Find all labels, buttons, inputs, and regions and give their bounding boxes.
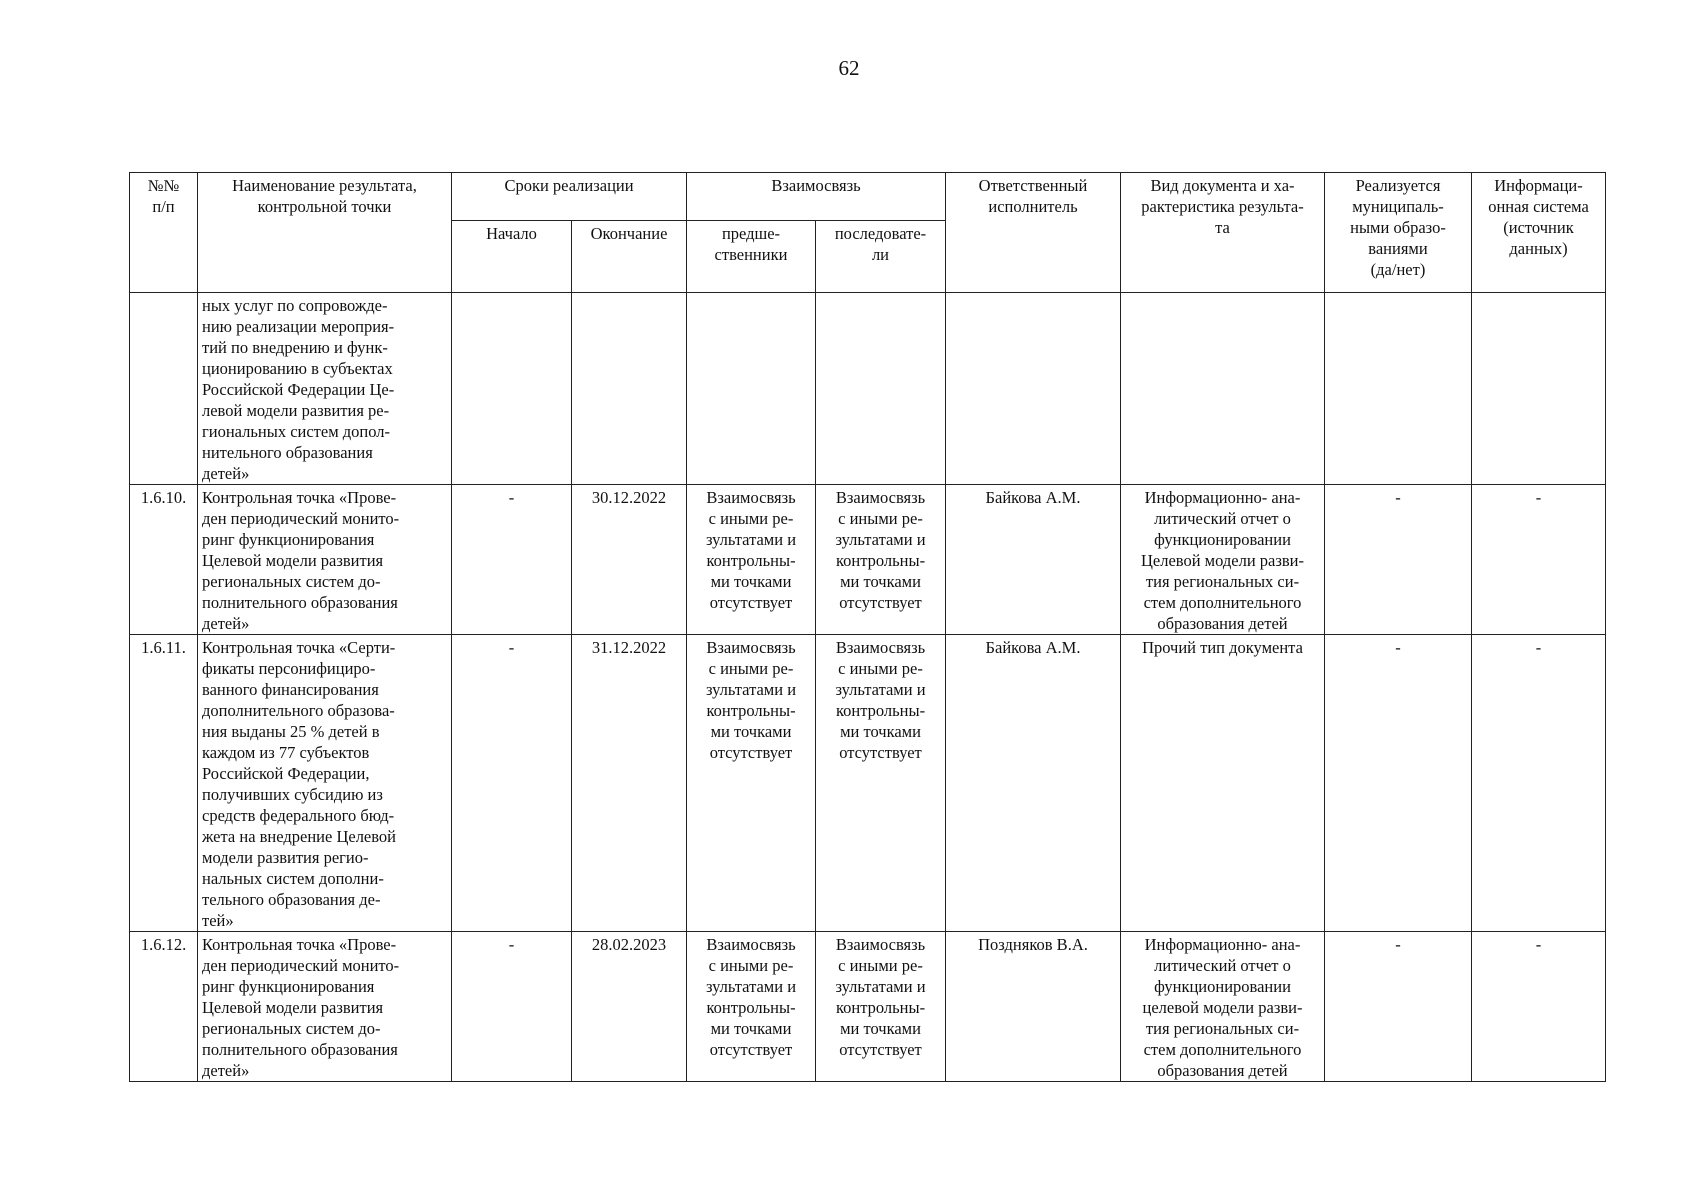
text-line: Взаимосвязь	[706, 638, 796, 657]
text-line: тей»	[202, 911, 234, 930]
text-line: образования детей	[1157, 614, 1288, 633]
text-line: Целевой модели развития	[202, 551, 384, 570]
text-line: полнительного образования	[202, 593, 398, 612]
text-line: ми точками	[710, 1019, 792, 1038]
text-line: ринг функционирования	[202, 977, 375, 996]
header-num	[130, 173, 198, 293]
cell-predecessors	[687, 293, 816, 485]
text-line: ваниями	[1368, 239, 1428, 258]
cell-doc-type	[1121, 485, 1325, 635]
control-points-table	[129, 172, 1606, 1082]
cell-predecessors	[687, 932, 816, 1082]
text-line: (да/нет)	[1370, 260, 1426, 279]
text-line: с иными ре-	[838, 509, 923, 528]
text-line: Реализуется	[1355, 176, 1441, 195]
header-end: Окончание	[572, 221, 687, 293]
text-line: нальных систем дополни-	[202, 869, 384, 888]
text-line: детей»	[202, 1061, 250, 1080]
cell-municipal: -	[1325, 932, 1472, 1082]
text-line: зультатами и	[705, 530, 797, 549]
header-predecessors	[687, 221, 816, 293]
text-line: получивших субсидию из	[202, 785, 383, 804]
text-line: контрольны-	[706, 998, 796, 1017]
text-line: ми точками	[710, 572, 792, 591]
cell-info-system: -	[1472, 635, 1606, 932]
cell-info-system	[1472, 293, 1606, 485]
text-line: Контрольная точка «Серти-	[202, 638, 396, 657]
text-line: Взаимосвязь	[706, 488, 796, 507]
table-row	[130, 293, 1606, 485]
header-info-system	[1472, 173, 1606, 293]
cell-municipal: -	[1325, 485, 1472, 635]
text-line: Целевой модели разви-	[1140, 551, 1304, 570]
text-line: Российской Федерации Це-	[202, 380, 395, 399]
text-line: контрольны-	[835, 998, 926, 1017]
text-line: гиональных систем допол-	[202, 422, 391, 441]
text-line: модели развития регио-	[202, 848, 369, 867]
cell-predecessors	[687, 485, 816, 635]
cell-num: 1.6.11.	[130, 635, 198, 932]
text-line: Взаимосвязь	[706, 935, 796, 954]
text-line: Информационно- ана-	[1144, 935, 1301, 954]
cell-doc-type	[1121, 635, 1325, 932]
cell-successors	[816, 293, 946, 485]
cell-name	[198, 635, 452, 932]
cell-doc-type	[1121, 293, 1325, 485]
header-responsible	[946, 173, 1121, 293]
cell-name	[198, 485, 452, 635]
cell-start: -	[452, 635, 572, 932]
cell-num	[130, 293, 198, 485]
table-header	[130, 173, 1606, 293]
text-line: жета на внедрение Целевой	[202, 827, 397, 846]
text-line: последовате-	[834, 224, 927, 243]
header-relation: Взаимосвязь	[687, 173, 946, 221]
text-line: левой модели развития ре-	[202, 401, 390, 420]
text-line: контрольны-	[835, 551, 926, 570]
text-line: каждом из 77 субъектов	[202, 743, 370, 762]
text-line: п/п	[152, 197, 175, 216]
text-line: детей»	[202, 614, 250, 633]
text-line: Контрольная точка «Прове-	[202, 935, 397, 954]
text-line: контрольны-	[835, 701, 926, 720]
header-start: Начало	[452, 221, 572, 293]
page-number: 62	[838, 56, 860, 80]
text-line: Информаци-	[1494, 176, 1583, 195]
text-line: региональных систем до-	[202, 1019, 381, 1038]
text-line: ния выданы 25 % детей в	[202, 722, 380, 741]
text-line: литический отчет о	[1154, 509, 1291, 528]
cell-doc-type	[1121, 932, 1325, 1082]
text-line: предше-	[721, 224, 781, 243]
text-line: рактеристика результа-	[1141, 197, 1304, 216]
text-line: с иными ре-	[708, 509, 794, 528]
text-line: ными образо-	[1350, 218, 1446, 237]
text-line: зультатами и	[835, 977, 926, 996]
text-line: Контрольная точка «Прове-	[202, 488, 397, 507]
text-line: та	[1215, 218, 1230, 237]
text-line: ли	[871, 245, 890, 264]
cell-municipal	[1325, 293, 1472, 485]
text-line: зультатами и	[835, 680, 926, 699]
text-line: целевой модели разви-	[1142, 998, 1303, 1017]
text-line: функционировании	[1154, 977, 1291, 996]
text-line: зультатами и	[835, 530, 926, 549]
text-line: Информационно- ана-	[1144, 488, 1301, 507]
cell-start	[452, 293, 572, 485]
header-terms: Сроки реализации	[452, 173, 687, 221]
cell-responsible	[946, 293, 1121, 485]
text-line: литический отчет о	[1154, 956, 1291, 975]
text-line: функционировании	[1154, 530, 1291, 549]
cell-num: 1.6.10.	[130, 485, 198, 635]
cell-name	[198, 293, 452, 485]
text-line: нию реализации мероприя-	[202, 317, 395, 336]
header-municipal	[1325, 173, 1472, 293]
text-line: контрольны-	[706, 551, 796, 570]
cell-end: 31.12.2022	[572, 635, 687, 932]
text-line: с иными ре-	[838, 956, 923, 975]
text-line: стем дополнительного	[1143, 593, 1302, 612]
text-line: ционированию в субъектах	[202, 359, 393, 378]
text-line: Ответственный	[978, 176, 1088, 195]
text-line: ми точками	[710, 722, 792, 741]
table-row	[130, 932, 1606, 1082]
text-line: онная система	[1488, 197, 1589, 216]
cell-responsible: Поздняков В.А.	[946, 932, 1121, 1082]
text-line: контрольной точки	[257, 197, 392, 216]
cell-end: 30.12.2022	[572, 485, 687, 635]
text-line: Прочий тип документа	[1142, 638, 1303, 657]
text-line: Взаимосвязь	[835, 638, 926, 657]
text-line: (источник	[1503, 218, 1574, 237]
text-line: ственники	[714, 245, 788, 264]
text-line: Наименование результата,	[232, 176, 417, 195]
text-line: ми точками	[840, 1019, 921, 1038]
text-line: тельного образования де-	[202, 890, 381, 909]
cell-start: -	[452, 932, 572, 1082]
text-line: данных)	[1509, 239, 1568, 258]
text-line: средств федерального бюд-	[202, 806, 395, 825]
text-line: отсутствует	[839, 743, 922, 762]
text-line: с иными ре-	[838, 659, 923, 678]
text-line: Взаимосвязь	[835, 488, 926, 507]
text-line: зультатами и	[705, 680, 797, 699]
text-line: ден периодический монито-	[202, 509, 400, 528]
cell-responsible: Байкова А.М.	[946, 485, 1121, 635]
cell-municipal: -	[1325, 635, 1472, 932]
text-line: исполнитель	[988, 197, 1078, 216]
text-line: Взаимосвязь	[835, 935, 926, 954]
text-line: ринг функционирования	[202, 530, 375, 549]
cell-end: 28.02.2023	[572, 932, 687, 1082]
text-line: Вид документа и ха-	[1150, 176, 1295, 195]
text-line: отсутствует	[839, 593, 922, 612]
text-line: №№	[147, 176, 180, 195]
text-line: детей»	[202, 464, 250, 483]
cell-start: -	[452, 485, 572, 635]
text-line: ден периодический монито-	[202, 956, 400, 975]
table-body	[130, 293, 1606, 1082]
text-line: с иными ре-	[708, 956, 794, 975]
text-line: зультатами и	[705, 977, 797, 996]
text-line: Целевой модели развития	[202, 998, 384, 1017]
cell-predecessors	[687, 635, 816, 932]
cell-successors	[816, 932, 946, 1082]
text-line: полнительного образования	[202, 1040, 398, 1059]
cell-successors	[816, 635, 946, 932]
text-line: муниципаль-	[1352, 197, 1444, 216]
text-line: региональных систем до-	[202, 572, 381, 591]
header-name	[198, 173, 452, 293]
cell-responsible: Байкова А.М.	[946, 635, 1121, 932]
text-line: ных услуг по сопровожде-	[202, 296, 388, 315]
table-row	[130, 635, 1606, 932]
text-line: фикаты персонифициро-	[202, 659, 376, 678]
text-line: ми точками	[840, 572, 921, 591]
cell-num: 1.6.12.	[130, 932, 198, 1082]
header-doc-type	[1121, 173, 1325, 293]
cell-end	[572, 293, 687, 485]
text-line: тия региональных си-	[1145, 1019, 1300, 1038]
text-line: образования детей	[1157, 1061, 1288, 1080]
text-line: ми точками	[840, 722, 921, 741]
text-line: отсутствует	[709, 743, 793, 762]
cell-info-system: -	[1472, 485, 1606, 635]
cell-name	[198, 932, 452, 1082]
text-line: отсутствует	[709, 1040, 793, 1059]
text-line: дополнительного образова-	[202, 701, 395, 720]
text-line: нительного образования	[202, 443, 373, 462]
text-line: отсутствует	[839, 1040, 922, 1059]
text-line: с иными ре-	[708, 659, 794, 678]
text-line: тия региональных си-	[1145, 572, 1300, 591]
header-successors	[816, 221, 946, 293]
cell-successors	[816, 485, 946, 635]
cell-info-system: -	[1472, 932, 1606, 1082]
text-line: отсутствует	[709, 593, 793, 612]
text-line: ванного финансирования	[202, 680, 379, 699]
text-line: Российской Федерации,	[202, 764, 370, 783]
text-line: тий по внедрению и функ-	[202, 338, 388, 357]
table-row	[130, 485, 1606, 635]
text-line: контрольны-	[706, 701, 796, 720]
text-line: стем дополнительного	[1143, 1040, 1302, 1059]
